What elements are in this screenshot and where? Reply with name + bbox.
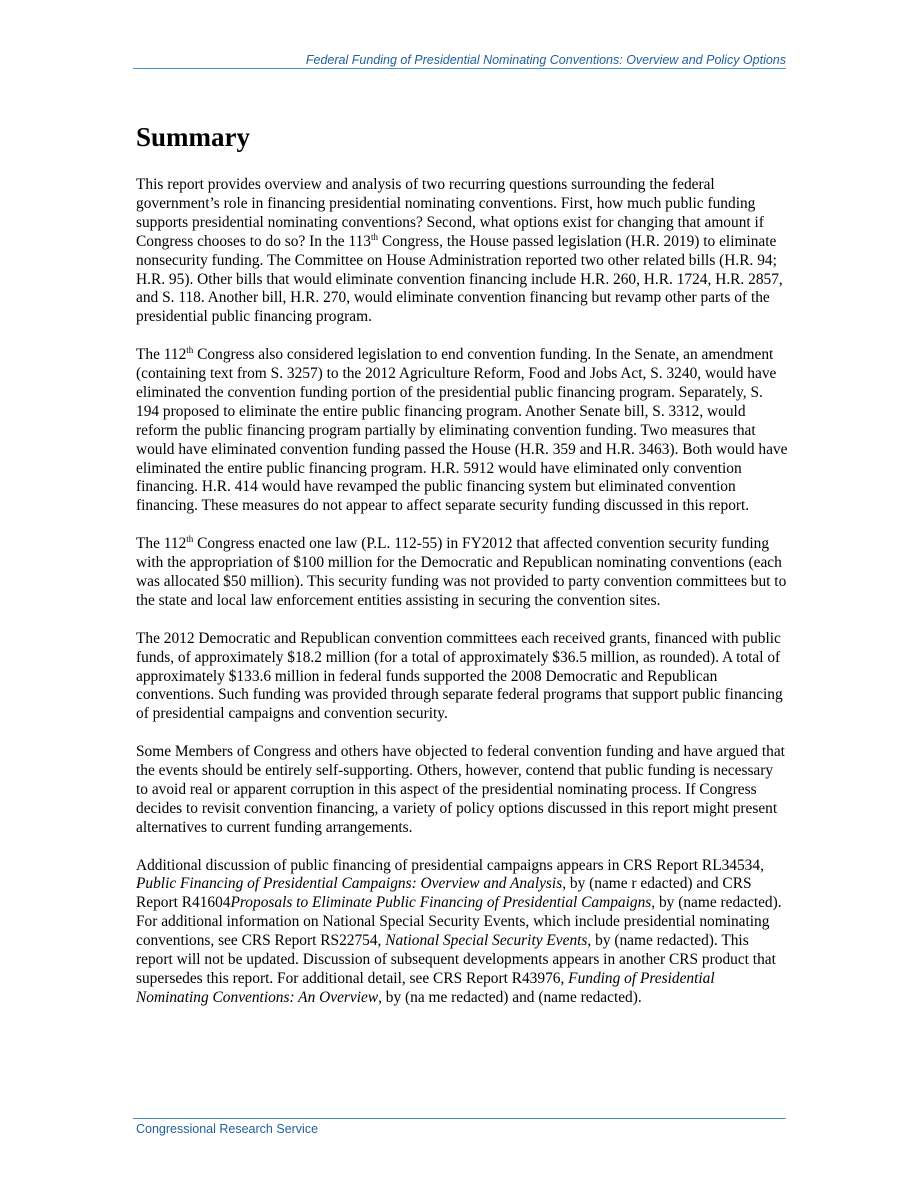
paragraph-4: The 2012 Democratic and Republican convention committees each received grants, financed with public funds, of approximately $18.2 million (for a total of approximately $36.5 million, as rounded). A total of approximately $133.6 million in federal funds supported the 2008 Democratic and Republican conventions. Such funding was provided through separate federal programs that support public financing of presidential campaigns and convention security.	[136, 629, 783, 723]
running-header: Federal Funding of Presidential Nominating Conventions: Overview and Policy Options	[305, 53, 786, 67]
paragraph-2: The 112th Congress also considered legislation to end convention funding. In the Senate, an amendment (containing text from S. 3257) to the 2012 Agriculture Reform, Food and Jobs Act, S. 3240, would have eliminated the convention funding portion of the presidential public financing program. Separately, S. 194 proposed to eliminate the entire public financing program. Another Senate bill, S. 3312, would reform the public financing program partially by eliminating convention funding. Two measures that would have eliminated convention funding passed the House (H.R. 359 and H.R. 3463). Both would have eliminated the entire public financing program. H.R. 5912 would have eliminated only convention financing. H.R. 414 would have revamped the public financing system but eliminated convention financing. These measures do not appear to affect separate security funding discussed in this report.	[136, 345, 788, 515]
report-title-r43976: Funding of Presidential Nominating Conventions: An Overview	[136, 969, 715, 1006]
paragraph-1: This report provides overview and analysis of two recurring questions surrounding the federal government’s role in financing presidential nominating conventions. First, how much public funding supports presidential nominating conventions? Second, what options exist for changing that amount if Congress chooses to do so? In the 113th Congress, the House passed legislation (H.R. 2019) to eliminate nonsecurity funding. The Committee on House Administration reported two other related bills (H.R. 94; H.R. 95). Other bills that would eliminate convention financing include H.R. 260, H.R. 1724, H.R. 2857, and S. 118. Another bill, H.R. 270, would eliminate convention financing but revamp other parts of the presidential public financing program.	[136, 176, 783, 326]
report-title-rs22754: National Special Security Events	[385, 932, 588, 950]
summary-body	[136, 176, 788, 1027]
paragraph-5: Some Members of Congress and others have objected to federal convention funding and have argued that the events should be entirely self-supporting. Others, however, contend that public funding is necessary to avoid real or apparent corruption in this aspect of the presidential nominating process. If Congress decides to revisit convention financing, a variety of policy options discussed in this report might present alternatives to current funding arrangements.	[136, 743, 785, 836]
footer-org: Congressional Research Service	[136, 1122, 319, 1136]
report-title-rl34534: Public Financing of Presidential Campaigns: Overview and Analysis	[136, 875, 563, 893]
paragraph-3: The 112th Congress enacted one law (P.L. 112-55) in FY2012 that affected convention security funding with the appropriation of $100 million for the Democratic and Republican nominating conventions (each was allocated $50 million). This security funding was not provided to party convention committees but to the state and local law enforcement entities assisting in securing the convention sites.	[136, 534, 787, 609]
paragraph-6: Additional discussion of public financing of presidential campaigns appears in CRS Report RL34534, Public Financing of Presidential Campaigns: Overview and Analysis, by (name r edacted) and CRS Report R41604Proposals to Eliminate Public Financing of Presidential Campaigns, by (name redacted). For additional information on National Special Security Events, which include presidential nominating conventions, see CRS Report RS22754, National Special Security Events, by (name redacted). This report will not be updated. Discussion of subsequent developments appears in another CRS product that supersedes this report. For additional detail, see CRS Report R43976, Funding of Presidential Nominating Conventions: An Overview, by (na me redacted) and (name redacted).	[136, 856, 782, 1006]
page-title: Summary	[136, 122, 250, 152]
header-rule	[133, 68, 786, 69]
footer-rule	[133, 1118, 786, 1119]
report-title-r41604: Proposals to Eliminate Public Financing of Presidential Campaigns	[230, 894, 652, 912]
